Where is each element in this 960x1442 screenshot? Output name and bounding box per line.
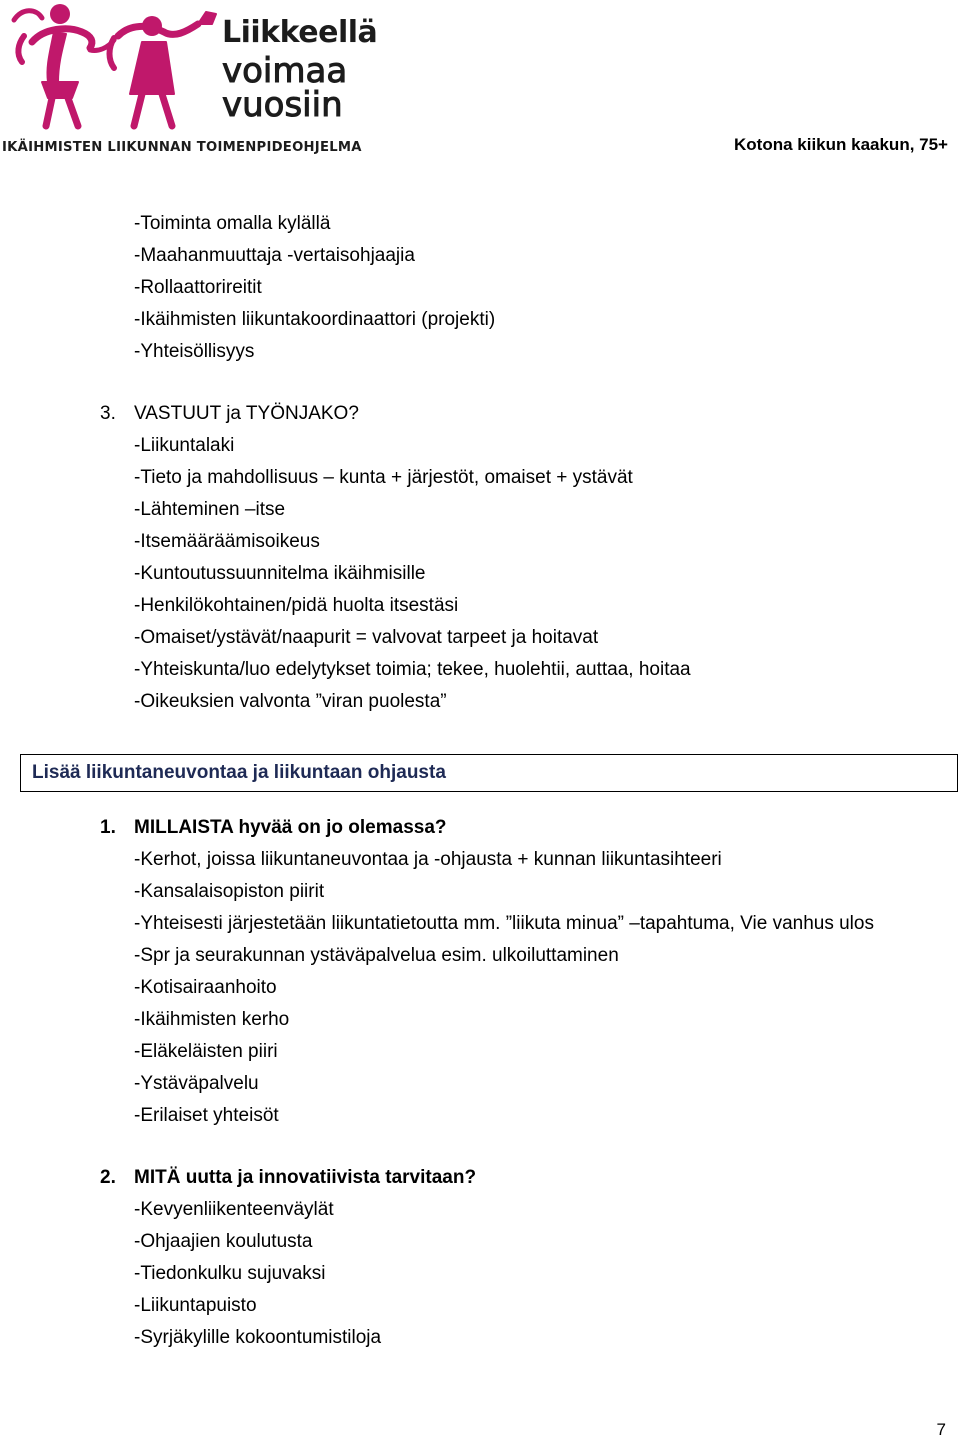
list-item: -Liikuntapuisto bbox=[134, 1295, 257, 1316]
list-item: -Yhteisöllisyys bbox=[134, 341, 255, 362]
section-2-list bbox=[0, 1194, 960, 1354]
list-item: -Toiminta omalla kylällä bbox=[134, 213, 331, 234]
list-item: -Eläkeläisten piiri bbox=[134, 1041, 278, 1062]
list-item: -Kevyenliikenteenväylät bbox=[134, 1199, 334, 1220]
list-item: -Spr ja seurakunnan ystäväpalvelua esim. ulkoiluttaminen bbox=[134, 945, 619, 966]
section-number: 2. bbox=[100, 1167, 116, 1188]
logo-title bbox=[222, 15, 378, 125]
section-number: 3. bbox=[100, 403, 116, 424]
list-item: -Tieto ja mahdollisuus – kunta + järjestöt, omaiset + ystävät bbox=[134, 467, 633, 488]
list-item: -Tiedonkulku sujuvaksi bbox=[134, 1263, 326, 1284]
section-top-list bbox=[0, 208, 960, 368]
section-2-heading bbox=[0, 1162, 960, 1194]
list-item: -Lähteminen –itse bbox=[134, 499, 286, 520]
list-item: -Kerhot, joissa liikuntaneuvontaa ja -ohjausta + kunnan liikuntasihteeri bbox=[134, 849, 722, 870]
list-item: -Omaiset/ystävät/naapurit = valvovat tarpeet ja hoitavat bbox=[134, 627, 599, 648]
logo-title-line2: voimaa bbox=[222, 51, 348, 91]
list-item: -Rollaattorireitit bbox=[134, 277, 262, 298]
list-item: -Ystäväpalvelu bbox=[134, 1073, 259, 1094]
logo-title-line1: Liikkeellä bbox=[222, 15, 378, 50]
logo-figures-icon bbox=[2, 2, 218, 130]
section-heading-text: VASTUUT ja TYÖNJAKO? bbox=[134, 403, 359, 424]
list-item: -Henkilökohtainen/pidä huolta itsestäsi bbox=[134, 595, 459, 616]
section-3-heading bbox=[0, 398, 960, 430]
list-item: -Kansalaisopiston piirit bbox=[134, 881, 325, 902]
section-1-heading bbox=[0, 812, 960, 844]
list-item: -Oikeuksien valvonta ”viran puolesta” bbox=[134, 691, 447, 712]
list-item: -Syrjäkylille kokoontumistiloja bbox=[134, 1327, 382, 1348]
logo bbox=[0, 0, 380, 162]
section-heading-text: MILLAISTA hyvää on jo olemassa? bbox=[134, 817, 447, 838]
boxed-section-heading: Lisää liikuntaneuvontaa ja liikuntaan ohjausta bbox=[20, 754, 958, 792]
list-item: -Maahanmuuttaja -vertaisohjaajia bbox=[134, 245, 415, 266]
document-title: Kotona kiikun kaakun, 75+ bbox=[734, 135, 948, 154]
logo-subtitle: IKÄIHMISTEN LIIKUNNAN TOIMENPIDEOHJELMA bbox=[2, 140, 362, 155]
document-body bbox=[0, 208, 960, 1354]
logo-title-line3: vuosiin bbox=[222, 85, 343, 125]
list-item: -Yhteiskunta/luo edelytykset toimia; tekee, huolehtii, auttaa, hoitaa bbox=[134, 659, 691, 680]
list-item: -Kuntoutussuunnitelma ikäihmisille bbox=[134, 563, 426, 584]
section-3-list bbox=[0, 430, 960, 718]
section-heading-text: MITÄ uutta ja innovatiivista tarvitaan? bbox=[134, 1167, 477, 1188]
list-item: -Itsemääräämisoikeus bbox=[134, 531, 320, 552]
list-item: -Liikuntalaki bbox=[134, 435, 235, 456]
section-number: 1. bbox=[100, 817, 116, 838]
section-1-list bbox=[0, 844, 960, 1132]
list-item: -Yhteisesti järjestetään liikuntatietoutta mm. ”liikuta minua” –tapahtuma, Vie vanhus ulos bbox=[134, 913, 874, 934]
list-item: -Ikäihmisten liikuntakoordinaattori (projekti) bbox=[134, 309, 496, 330]
list-item: -Kotisairaanhoito bbox=[134, 977, 277, 998]
list-item: -Ikäihmisten kerho bbox=[134, 1009, 290, 1030]
page-number: 7 bbox=[936, 1420, 946, 1439]
list-item: -Erilaiset yhteisöt bbox=[134, 1105, 279, 1126]
list-item: -Ohjaajien koulutusta bbox=[134, 1231, 313, 1252]
